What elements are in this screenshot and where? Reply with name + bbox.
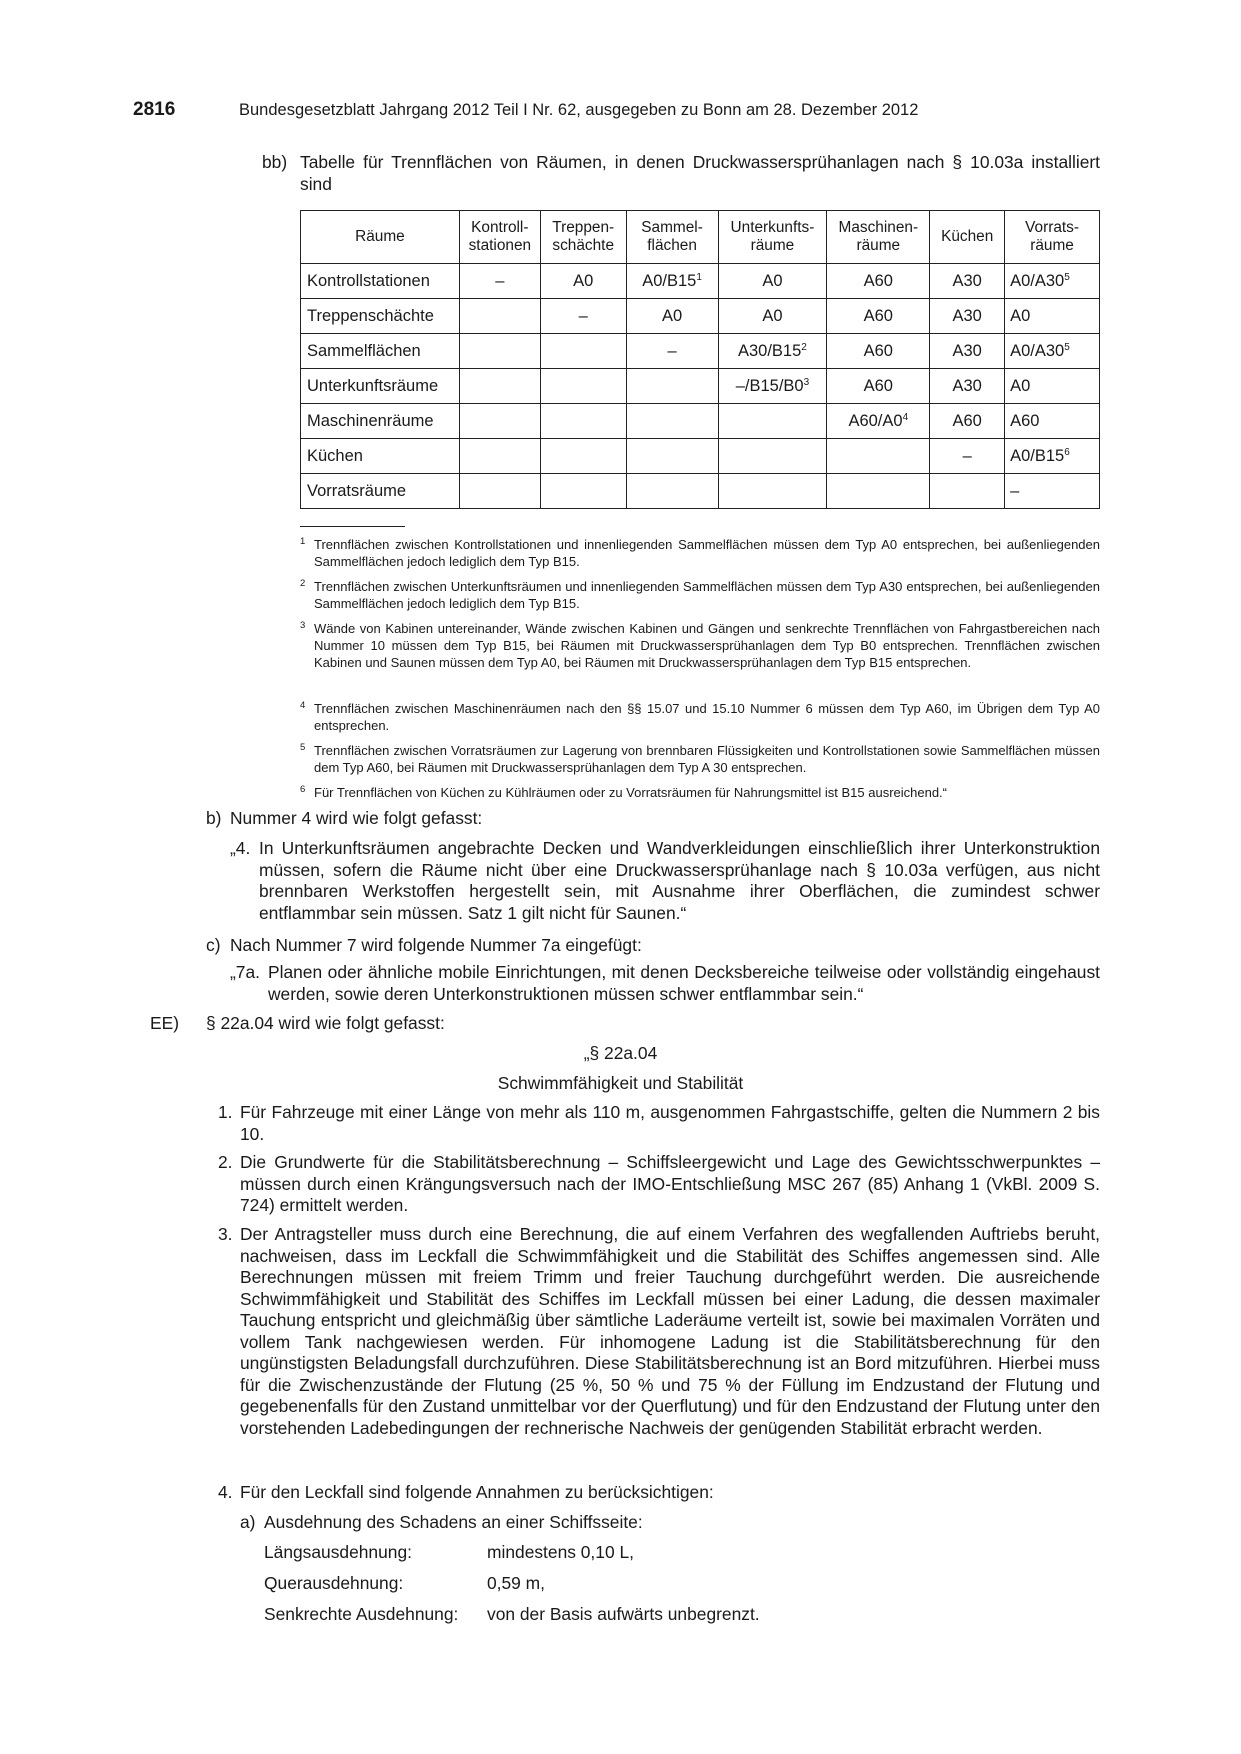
table-cell: A0	[540, 264, 626, 299]
footnote	[300, 784, 1100, 801]
column-header: Küchen	[930, 211, 1005, 264]
table-cell: $A0/A30^5$	[1005, 264, 1100, 299]
sub-a-label: a)	[240, 1512, 256, 1532]
b-quote: In Unterkunftsräumen angebrachte Decken und Wandverkleidungen einschließlich ihrer Unterkonstruktion müssen, sofern die Räume nicht über eine Druckwassersprühanlage nach § 10.03a verfügen, aus nicht brennbaren Werkstoffen hergestellt sein, mit Ausnahme ihrer Oberflächen, die zumindest schwer entflammbar sein müssen. Satz 1 gilt nicht für Saunen.“	[259, 838, 1100, 923]
table-cell	[718, 474, 827, 509]
b-text: Nummer 4 wird wie folgt gefasst:	[230, 808, 483, 828]
row-label: Unterkunftsräume	[301, 369, 460, 404]
item-number: 1.	[218, 1102, 233, 1122]
table-row	[301, 369, 1100, 404]
table-cell	[626, 404, 718, 439]
table-cell	[459, 439, 540, 474]
table-cell	[459, 299, 540, 334]
table-cell: –	[459, 264, 540, 299]
fire-separation-table	[300, 210, 1100, 509]
item-text: Der Antragsteller muss durch eine Berechnung, die auf einem Verfahren des wegfallenden Auftriebs beruht, nachweisen, dass im Leckfall die Schwimmfähigkeit und die Stabilität des Schiffes angemessen sind. Alle Berechnungen müssen mit freiem Trimm und freier Tauchung durchgeführt werden. Die ausreichende Schwimmfähigkeit und Stabilität des Schiffes im Leckfall müssen bei einer Ladung, die dessen maximaler Tauchung entspricht und gleichmäßig über sämtliche Laderäume verteilt ist, sowie bei maximalen Vorräten und vollem Tank nachgewiesen werden. Für inhomogene Ladung ist die Stabilitätsberechnung für den ungünstigsten Beladungsfall durchzuführen. Diese Stabilitätsberechnung ist an Bord mitzuführen. Hierbei muss für die Zwischenzustände der Flutung (25 %, 50 % und 75 % der Füllung im Endzustand der Flutung und gegebenenfalls für den Zustand unmittelbar vor der Querflutung) und für den Endzustand der Flutung unter den vorstehenden Ladebedingungen der rechnerische Nachweis der genügenden Stabilität erbracht werden.	[240, 1224, 1100, 1438]
footnote	[300, 700, 1100, 734]
table-cell	[626, 474, 718, 509]
footnote-ref: 1	[696, 271, 702, 283]
footnote	[300, 620, 1100, 671]
footnote-number: 5	[300, 742, 306, 753]
row-label: Sammelflächen	[301, 334, 460, 369]
table-row	[301, 264, 1100, 299]
footnote-number: 6	[300, 784, 306, 795]
footnote-text: Für Trennflächen von Küchen zu Kühlräumen oder zu Vorratsräumen für Nahrungsmittel ist B15 ausreichend.“	[314, 785, 948, 800]
footnote-ref: 5	[1064, 271, 1070, 283]
b-quote-label: „4.	[230, 838, 251, 858]
table-cell: –	[626, 334, 718, 369]
footnote	[300, 578, 1100, 612]
table-cell: A0	[626, 299, 718, 334]
column-header: Kontroll- stationen	[459, 211, 540, 264]
table-cell	[930, 474, 1005, 509]
footnote-text: Trennflächen zwischen Unterkunftsräumen und innenliegenden Sammelflächen müssen dem Typ A30 entsprechen, bei außenliegenden Sammelflächen jedoch lediglich dem Typ B15.	[314, 579, 1100, 611]
table-row	[301, 404, 1100, 439]
table-cell: $A0/B15^1$	[626, 264, 718, 299]
table-row	[301, 299, 1100, 334]
footnote-text: Wände von Kabinen untereinander, Wände zwischen Kabinen und Gängen und senkrechte Trennflächen von Fahrgastbereichen nach Nummer 10 müssen dem Typ B15, bei Räumen mit Druckwassersprühanlagen dem Typ B0 entsprechen. Trennflächen zwischen Kabinen und Saunen müssen dem Typ A0, bei Räumen mit Druckwassersprühanlagen dem Typ B15 entsprechen.	[314, 621, 1100, 670]
ee-label: EE)	[150, 1013, 179, 1033]
table-cell	[459, 404, 540, 439]
table-cell	[540, 334, 626, 369]
item-number: 2.	[218, 1152, 233, 1172]
table-cell	[827, 439, 930, 474]
extent-value: mindestens 0,10 L,	[487, 1542, 634, 1562]
column-header: Räume	[301, 211, 460, 264]
c-label: c)	[206, 935, 221, 955]
column-header: Unterkunfts- räume	[718, 211, 827, 264]
table-cell	[540, 404, 626, 439]
header-title: Bundesgesetzblatt Jahrgang 2012 Teil I Nr. 62, ausgegeben zu Bonn am 28. Dezember 2012	[239, 101, 919, 119]
ee-text: § 22a.04 wird wie folgt gefasst:	[206, 1013, 445, 1033]
table-cell: A30	[930, 369, 1005, 404]
footnote-number: 1	[300, 536, 306, 547]
table-cell	[626, 439, 718, 474]
table-cell: –	[1005, 474, 1100, 509]
footnote-number: 2	[300, 578, 306, 589]
table-cell	[626, 369, 718, 404]
bb-label: bb)	[262, 152, 288, 172]
table-cell: A30	[930, 264, 1005, 299]
c-text: Nach Nummer 7 wird folgende Nummer 7a eingefügt:	[230, 935, 642, 955]
column-header: Sammel- flächen	[626, 211, 718, 264]
footnote-divider	[300, 526, 405, 527]
footnote-text: Trennflächen zwischen Maschinenräumen nach den §§ 15.07 und 15.10 Nummer 6 müssen dem Typ A60, im Übrigen dem Typ A0 entsprechen.	[314, 701, 1100, 733]
extent-value: 0,59 m,	[487, 1573, 545, 1593]
item-text: Für Fahrzeuge mit einer Länge von mehr als 110 m, ausgenommen Fahrgastschiffe, gelten die Nummern 2 bis 10.	[240, 1102, 1100, 1144]
table-cell	[827, 474, 930, 509]
section-heading: Schwimmfähigkeit und Stabilität	[497, 1073, 744, 1093]
table-cell: A0	[1005, 369, 1100, 404]
table-cell: A0	[718, 299, 827, 334]
table-cell: A60	[827, 299, 930, 334]
row-label: Küchen	[301, 439, 460, 474]
table-body	[301, 264, 1100, 509]
row-label: Maschinenräume	[301, 404, 460, 439]
table-cell	[459, 334, 540, 369]
row-label: Treppenschächte	[301, 299, 460, 334]
extent-label: Querausdehnung:	[264, 1573, 404, 1593]
table-cell: $A60/A0^4$	[827, 404, 930, 439]
item-text: Für den Leckfall sind folgende Annahmen zu berücksichtigen:	[240, 1482, 714, 1502]
table-cell: A60	[930, 404, 1005, 439]
footnote	[300, 742, 1100, 776]
table-cell	[459, 474, 540, 509]
section-number: „§ 22a.04	[583, 1043, 658, 1063]
c-quote-label: „7a.	[230, 962, 260, 982]
footnote	[300, 536, 1100, 570]
table-cell: –	[540, 299, 626, 334]
table-row	[301, 474, 1100, 509]
c-quote: Planen oder ähnliche mobile Einrichtungen, mit denen Decksbereiche teilweise oder vollständig eingehaust werden, sowie deren Unterkonstruktionen müssen schwer entflammbar sein.“	[268, 962, 1100, 1004]
table-header-row	[301, 211, 1100, 264]
extent-label: Längsausdehnung:	[264, 1542, 412, 1562]
row-label: Kontrollstationen	[301, 264, 460, 299]
page-number: 2816	[133, 99, 176, 120]
table-cell: A30	[930, 299, 1005, 334]
b-label: b)	[206, 808, 222, 828]
table-cell: A60	[827, 264, 930, 299]
column-header: Maschinen- räume	[827, 211, 930, 264]
footnote-number: 3	[300, 620, 306, 631]
sub-a-text: Ausdehnung des Schadens an einer Schiffsseite:	[264, 1512, 643, 1532]
column-header: Vorrats- räume	[1005, 211, 1100, 264]
table-cell: A60	[827, 369, 930, 404]
table-cell: A0	[718, 264, 827, 299]
item-text: Die Grundwerte für die Stabilitätsberechnung – Schiffsleergewicht und Lage des Gewichtsschwerpunktes – müssen durch einen Krängungsversuch nach der IMO-Entschließung MSC 267 (85) Anhang 1 (VkBl. 2009 S. 724) ermittelt werden.	[240, 1152, 1100, 1215]
footnote-ref: 6	[1064, 446, 1070, 458]
column-header: Treppen- schächte	[540, 211, 626, 264]
table-cell	[718, 439, 827, 474]
footnote-text: Trennflächen zwischen Kontrollstationen und innenliegenden Sammelflächen müssen dem Typ A0 entsprechen, bei außenliegenden Sammelflächen jedoch lediglich dem Typ B15.	[314, 537, 1100, 569]
footnote-ref: 3	[803, 376, 810, 388]
table-cell: A30	[930, 334, 1005, 369]
footnote-text: Trennflächen zwischen Vorratsräumen zur Lagerung von brennbaren Flüssigkeiten und Kontrollstationen sowie Sammelflächen müssen dem Typ A60, bei Räumen mit Druckwassersprühanlagen dem Typ A 30 entsprechen.	[314, 743, 1100, 775]
table-cell: A0	[1005, 299, 1100, 334]
footnote-number: 4	[300, 700, 306, 711]
table-cell: $A0/B15^6$	[1005, 439, 1100, 474]
table-row	[301, 439, 1100, 474]
table-cell	[459, 369, 540, 404]
row-label: Vorratsräume	[301, 474, 460, 509]
table-cell: $A30/B15^2$	[718, 334, 827, 369]
table-cell: A60	[1005, 404, 1100, 439]
table-cell	[540, 369, 626, 404]
table-cell: $-/B15/B0^3$	[718, 369, 827, 404]
table-cell	[540, 439, 626, 474]
table-cell: A60	[827, 334, 930, 369]
item-number: 3.	[218, 1224, 233, 1244]
footnote-ref: 2	[801, 341, 807, 353]
table-cell	[718, 404, 827, 439]
extent-label: Senkrechte Ausdehnung:	[264, 1604, 459, 1624]
footnote-ref: 4	[902, 411, 909, 423]
table-cell: –	[930, 439, 1005, 474]
extent-value: von der Basis aufwärts unbegrenzt.	[487, 1604, 760, 1624]
table-cell: $A0/A30^5$	[1005, 334, 1100, 369]
footnote-ref: 5	[1064, 341, 1070, 353]
table-row	[301, 334, 1100, 369]
item-number: 4.	[218, 1482, 233, 1502]
bb-text: Tabelle für Trennflächen von Räumen, in denen Druckwassersprühanlagen nach § 10.03a installiert sind	[300, 152, 1100, 194]
table-cell	[540, 474, 626, 509]
